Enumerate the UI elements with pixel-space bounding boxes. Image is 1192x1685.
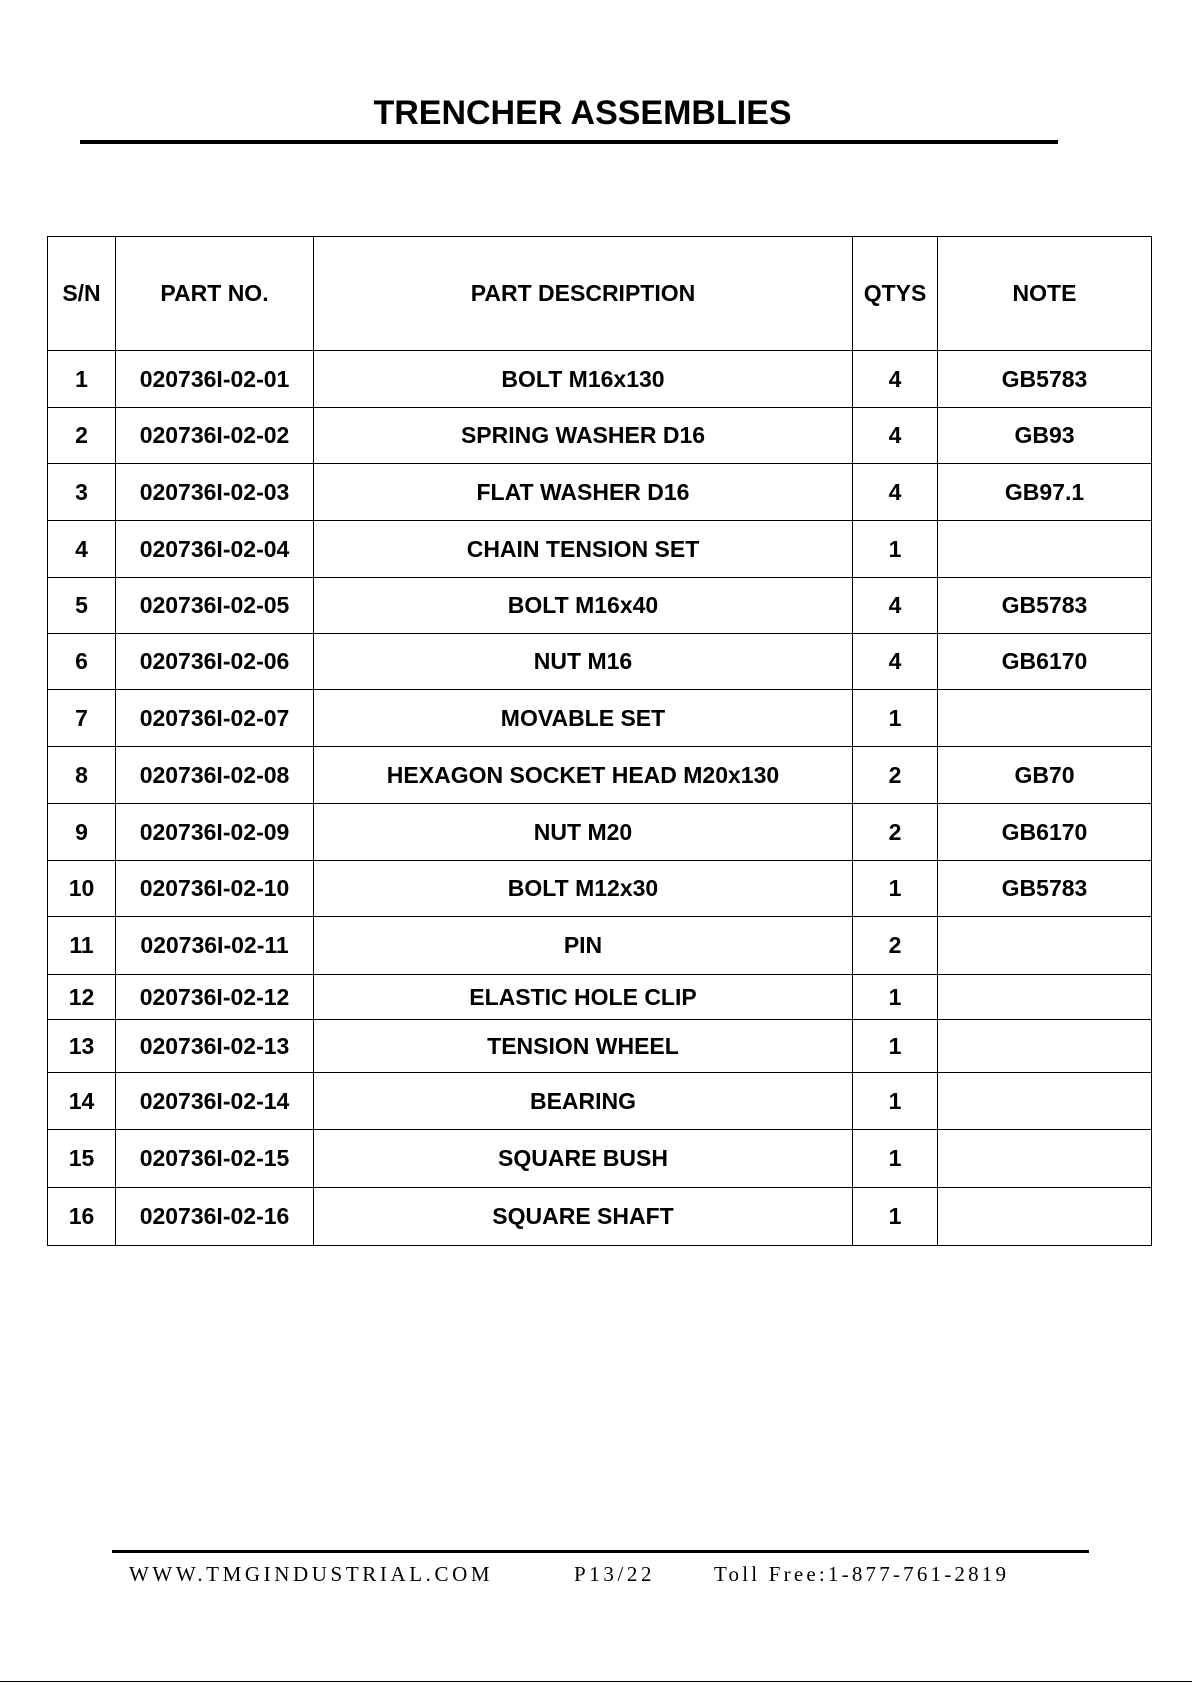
cell-sn: 14 [48,1073,116,1130]
cell-part-description: HEXAGON SOCKET HEAD M20x130 [314,747,853,804]
cell-qtys: 1 [853,861,938,917]
cell-sn: 11 [48,917,116,975]
cell-part-description: MOVABLE SET [314,690,853,747]
header-part-description: PART DESCRIPTION [314,237,853,351]
cell-part-description: FLAT WASHER D16 [314,464,853,521]
cell-note: GB93 [938,408,1152,464]
table-header-row [48,237,1152,351]
cell-part-description: SQUARE BUSH [314,1130,853,1188]
cell-part-no: 020736I-02-10 [116,861,314,917]
cell-qtys: 2 [853,917,938,975]
cell-part-description: NUT M16 [314,634,853,690]
cell-part-no: 020736I-02-11 [116,917,314,975]
table-row [48,861,1152,917]
cell-part-description: PIN [314,917,853,975]
table-row [48,1073,1152,1130]
table-row [48,351,1152,408]
cell-sn: 6 [48,634,116,690]
cell-qtys: 2 [853,804,938,861]
cell-sn: 1 [48,351,116,408]
header-part-no: PART NO. [116,237,314,351]
cell-qtys: 1 [853,1020,938,1073]
cell-note: GB6170 [938,804,1152,861]
table-row [48,804,1152,861]
table-row [48,1130,1152,1188]
cell-qtys: 4 [853,408,938,464]
cell-note: GB70 [938,747,1152,804]
cell-part-no: 020736I-02-12 [116,975,314,1020]
cell-qtys: 4 [853,578,938,634]
cell-sn: 5 [48,578,116,634]
cell-sn: 2 [48,408,116,464]
cell-note: GB6170 [938,634,1152,690]
cell-note [938,1020,1152,1073]
cell-part-description: SPRING WASHER D16 [314,408,853,464]
cell-part-description: TENSION WHEEL [314,1020,853,1073]
cell-sn: 16 [48,1188,116,1246]
cell-part-no: 020736I-02-05 [116,578,314,634]
cell-note: GB97.1 [938,464,1152,521]
cell-qtys: 2 [853,747,938,804]
cell-qtys: 1 [853,690,938,747]
cell-qtys: 1 [853,521,938,578]
footer-toll-free: Toll Free:1-877-761-2819 [714,1562,1010,1586]
header-note: NOTE [938,237,1152,351]
table-row [48,747,1152,804]
cell-part-description: SQUARE SHAFT [314,1188,853,1246]
table-row [48,690,1152,747]
footer-page-number: P13/22 [574,1562,656,1586]
table-row [48,464,1152,521]
cell-part-description: BOLT M16x130 [314,351,853,408]
cell-qtys: 1 [853,1130,938,1188]
cell-note [938,521,1152,578]
table-row [48,917,1152,975]
cell-sn: 8 [48,747,116,804]
cell-note [938,1130,1152,1188]
footer-website: WWW.TMGINDUSTRIAL.COM [129,1562,494,1586]
cell-sn: 12 [48,975,116,1020]
cell-sn: 10 [48,861,116,917]
page-bottom-edge [0,1681,1192,1682]
page-title: TRENCHER ASSEMBLIES [373,94,792,132]
cell-sn: 7 [48,690,116,747]
footer-rule [112,1550,1089,1553]
table-row [48,1020,1152,1073]
cell-part-description: ELASTIC HOLE CLIP [314,975,853,1020]
cell-qtys: 1 [853,975,938,1020]
cell-part-no: 020736I-02-07 [116,690,314,747]
cell-note [938,1188,1152,1246]
table-row [48,578,1152,634]
cell-qtys: 4 [853,464,938,521]
header-sn: S/N [48,237,116,351]
cell-sn: 3 [48,464,116,521]
header-qtys: QTYS [853,237,938,351]
cell-part-no: 020736I-02-16 [116,1188,314,1246]
cell-sn: 4 [48,521,116,578]
cell-note [938,917,1152,975]
cell-part-no: 020736I-02-02 [116,408,314,464]
cell-note [938,975,1152,1020]
cell-qtys: 1 [853,1073,938,1130]
table-row [48,408,1152,464]
cell-note: GB5783 [938,861,1152,917]
cell-part-description: CHAIN TENSION SET [314,521,853,578]
cell-part-no: 020736I-02-13 [116,1020,314,1073]
table-row [48,975,1152,1020]
cell-part-description: BOLT M12x30 [314,861,853,917]
cell-part-no: 020736I-02-15 [116,1130,314,1188]
cell-part-no: 020736I-02-04 [116,521,314,578]
cell-part-no: 020736I-02-01 [116,351,314,408]
cell-note: GB5783 [938,351,1152,408]
cell-qtys: 4 [853,634,938,690]
cell-part-no: 020736I-02-08 [116,747,314,804]
cell-part-no: 020736I-02-14 [116,1073,314,1130]
cell-qtys: 1 [853,1188,938,1246]
cell-part-description: NUT M20 [314,804,853,861]
cell-sn: 13 [48,1020,116,1073]
parts-table [47,236,1152,1246]
table-row [48,1188,1152,1246]
table-row [48,521,1152,578]
title-underline [80,140,1058,144]
cell-part-no: 020736I-02-09 [116,804,314,861]
cell-note: GB5783 [938,578,1152,634]
cell-note [938,1073,1152,1130]
cell-part-no: 020736I-02-06 [116,634,314,690]
cell-note [938,690,1152,747]
page-footer [0,1562,1192,1586]
table-row [48,634,1152,690]
cell-part-no: 020736I-02-03 [116,464,314,521]
cell-part-description: BOLT M16x40 [314,578,853,634]
cell-qtys: 4 [853,351,938,408]
cell-part-description: BEARING [314,1073,853,1130]
cell-sn: 15 [48,1130,116,1188]
cell-sn: 9 [48,804,116,861]
